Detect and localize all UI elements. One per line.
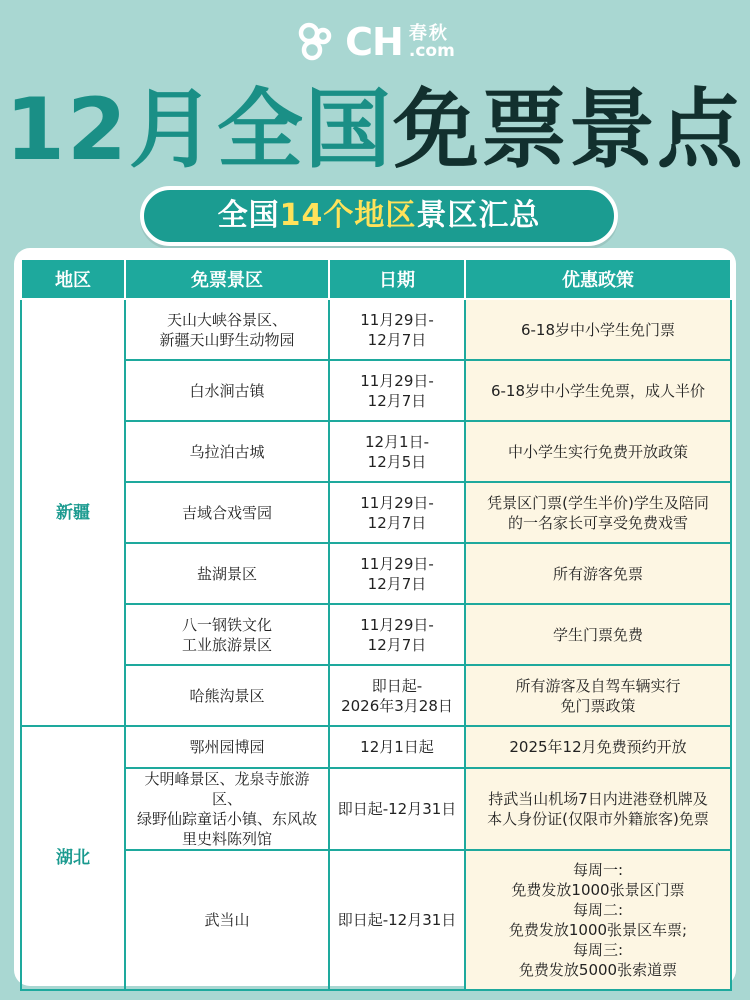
policy-line: 免费发放1000张景区车票; <box>508 921 688 939</box>
date-line: 2026年3月28日 <box>341 696 453 715</box>
date-cell <box>329 850 465 990</box>
date-line: 12月5日 <box>367 452 427 471</box>
spot-cell <box>125 543 329 604</box>
spot-cell <box>125 604 329 665</box>
logo-com-text: .com <box>408 40 455 61</box>
policy-line: 中小学生实行免费开放政策 <box>507 442 688 461</box>
spot-line: 鄂州园博园 <box>189 738 265 756</box>
policy-line: 持武当山机场7日内进港登机牌及 <box>488 790 708 808</box>
table-header-row <box>21 259 731 299</box>
logo-ch-text: CH <box>345 20 403 64</box>
date-cell <box>329 482 465 543</box>
date-cell <box>329 543 465 604</box>
spot-line: 哈熊沟景区 <box>189 686 265 705</box>
policy-line: 学生门票免费 <box>552 625 643 644</box>
policy-line: 凭景区门票(学生半价)学生及陪同 <box>487 493 709 512</box>
table-row <box>21 299 731 360</box>
date-line: 11月29日- <box>360 310 434 329</box>
spot-line: 武当山 <box>204 911 250 929</box>
table-row <box>21 360 731 421</box>
date-line: 12月1日- <box>364 432 430 451</box>
header-date: 日期 <box>329 259 465 299</box>
date-line: 即日起-12月31日 <box>337 911 457 929</box>
policy-line: 免费发放1000张景区门票 <box>511 881 685 899</box>
table-row <box>21 768 731 850</box>
policy-line: 的一名家长可享受免费戏雪 <box>507 513 688 532</box>
spot-line: 八一钢铁文化 <box>181 615 272 634</box>
date-line: 12月7日 <box>367 330 427 349</box>
spot-cell <box>125 665 329 726</box>
policy-cell <box>465 543 731 604</box>
table-body <box>21 299 731 990</box>
table-row <box>21 726 731 768</box>
banner-part1: 全国 <box>217 198 280 233</box>
policy-line: 6-18岁中小学生免门票 <box>520 320 676 339</box>
subtitle-banner <box>140 186 618 246</box>
date-line: 11月29日- <box>360 554 434 573</box>
policy-line: 每周二: <box>572 901 624 919</box>
date-line: 12月1日起 <box>360 738 434 756</box>
title-part2: 免票景点 <box>392 80 745 180</box>
policy-line: 本人身份证(仅限市外籍旅客)免票 <box>487 810 709 828</box>
date-line: 12月7日 <box>367 513 427 532</box>
spot-line: 绿野仙踪童话小镇、东风故 <box>136 810 317 828</box>
policy-cell <box>465 299 731 360</box>
header-region: 地区 <box>21 259 125 299</box>
banner-highlight: 14个地区 <box>279 198 417 233</box>
spot-line: 工业旅游景区 <box>181 635 272 654</box>
spot-cell <box>125 360 329 421</box>
date-cell <box>329 360 465 421</box>
policy-cell <box>465 726 731 768</box>
table-card <box>14 248 736 986</box>
brand-logo <box>0 22 750 62</box>
date-cell <box>329 604 465 665</box>
table-row <box>21 665 731 726</box>
header-spot: 免票景区 <box>125 259 329 299</box>
date-line: 即日起-12月31日 <box>337 800 457 818</box>
header-policy: 优惠政策 <box>465 259 731 299</box>
page-title <box>0 82 750 178</box>
date-cell <box>329 768 465 850</box>
spot-line: 新疆天山野生动物园 <box>159 330 295 349</box>
policy-line: 每周三: <box>572 941 624 959</box>
region-cell: 湖北 <box>21 726 125 990</box>
policy-cell <box>465 421 731 482</box>
policy-cell <box>465 482 731 543</box>
date-cell <box>329 726 465 768</box>
policy-line: 每周一: <box>572 861 624 879</box>
date-line: 即日起- <box>371 676 423 695</box>
policy-line: 6-18岁中小学生免票，成人半价 <box>490 381 706 400</box>
region-cell: 新疆 <box>21 299 125 726</box>
spot-cell <box>125 768 329 850</box>
date-line: 12月7日 <box>367 635 427 654</box>
table-row <box>21 421 731 482</box>
policy-line: 所有游客免票 <box>552 564 643 583</box>
policy-cell <box>465 604 731 665</box>
title-part1: 12月全国 <box>5 80 393 180</box>
spot-cell <box>125 299 329 360</box>
spot-cell <box>125 726 329 768</box>
spot-cell <box>125 850 329 990</box>
policy-line: 所有游客及自驾车辆实行 <box>515 676 681 695</box>
spot-cell <box>125 421 329 482</box>
policy-line: 免费发放5000张索道票 <box>518 961 678 979</box>
spot-line: 天山大峡谷景区、 <box>166 310 287 329</box>
banner-part2: 景区汇总 <box>416 198 541 233</box>
date-cell <box>329 421 465 482</box>
spot-line: 白水涧古镇 <box>189 381 265 400</box>
free-ticket-table <box>20 258 732 991</box>
spot-cell <box>125 482 329 543</box>
spot-line: 大明峰景区、龙泉寺旅游区、 <box>144 770 310 808</box>
spot-line: 乌拉泊古城 <box>189 442 265 461</box>
date-line: 11月29日- <box>360 371 434 390</box>
brand-swirl-icon <box>295 22 339 62</box>
date-line: 11月29日- <box>360 493 434 512</box>
table-row <box>21 850 731 990</box>
policy-cell <box>465 768 731 850</box>
table-row <box>21 543 731 604</box>
logo-cn-text: 春秋 <box>408 22 449 44</box>
date-cell <box>329 299 465 360</box>
table-row <box>21 604 731 665</box>
table-row <box>21 482 731 543</box>
spot-line: 里史料陈列馆 <box>181 830 272 848</box>
policy-line: 免门票政策 <box>560 696 636 715</box>
date-cell <box>329 665 465 726</box>
spot-line: 吉域合戏雪园 <box>181 503 272 522</box>
date-line: 12月7日 <box>367 574 427 593</box>
policy-line: 2025年12月免费预约开放 <box>509 738 687 756</box>
spot-line: 盐湖景区 <box>196 564 257 583</box>
policy-cell <box>465 850 731 990</box>
policy-cell <box>465 360 731 421</box>
policy-cell <box>465 665 731 726</box>
date-line: 12月7日 <box>367 391 427 410</box>
date-line: 11月29日- <box>360 615 434 634</box>
